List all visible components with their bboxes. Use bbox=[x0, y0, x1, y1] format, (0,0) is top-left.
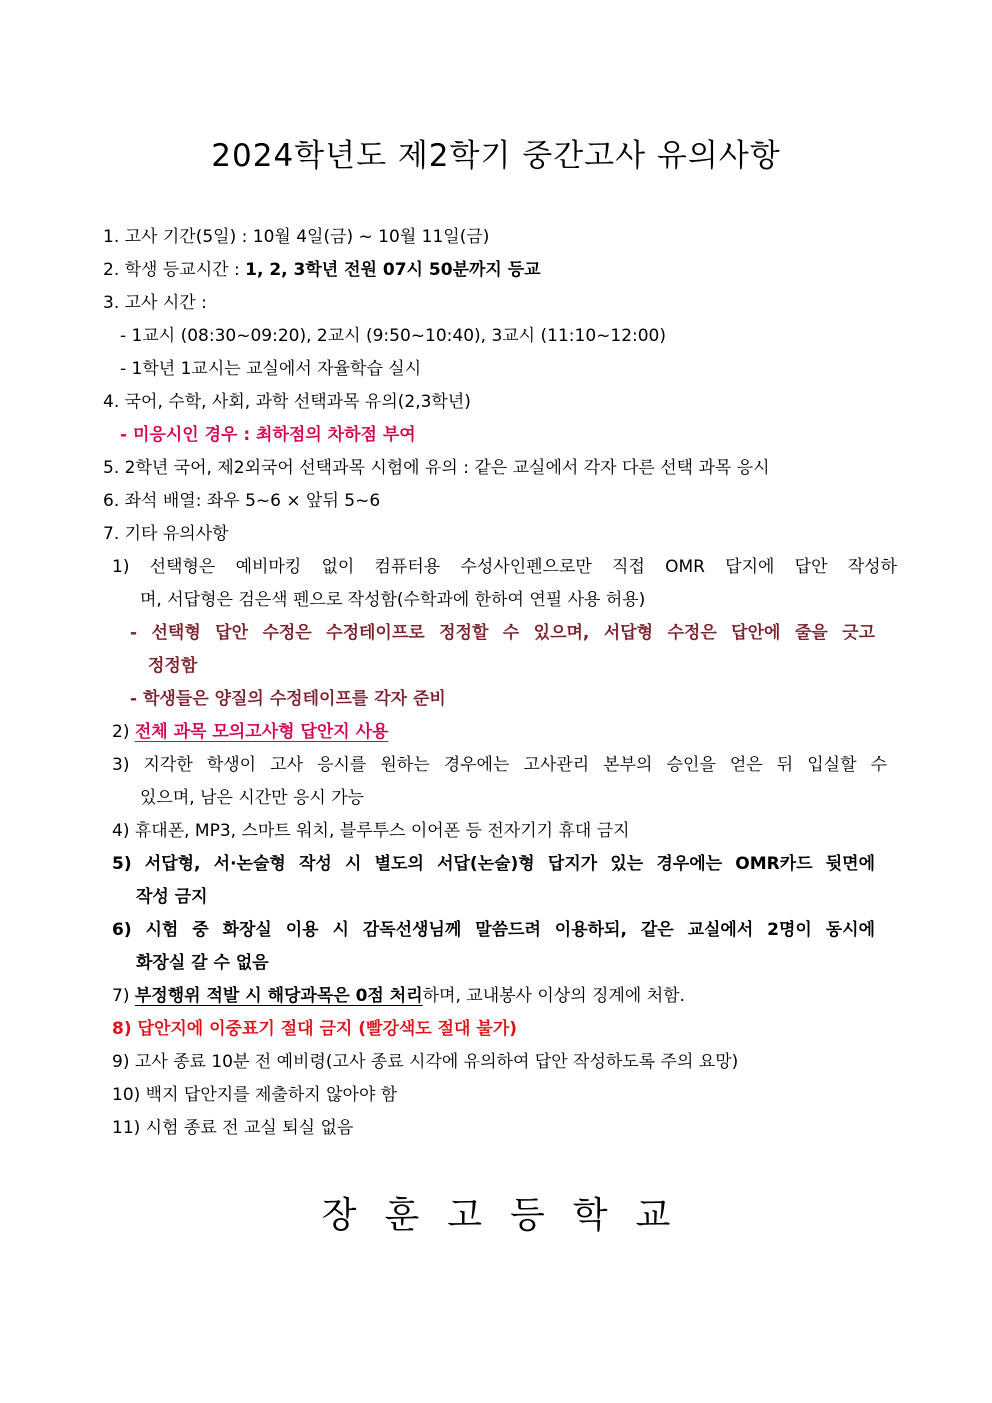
note-7-emphasis: 부정행위 적발 시 해당과목은 0점 처리 bbox=[134, 986, 423, 1006]
item-other-notes: 7. 기타 유의사항 bbox=[103, 524, 229, 544]
note-11: 11) 시험 종료 전 교실 퇴실 없음 bbox=[112, 1118, 354, 1138]
note-7-rest: 하며, 교내봉사 이상의 징계에 처함. bbox=[422, 986, 685, 1006]
item-exam-hours-first-grade: - 1학년 1교시는 교실에서 자율학습 실시 bbox=[120, 359, 422, 379]
note-3-line-2: 있으며, 남은 시간만 응시 가능 bbox=[140, 788, 365, 808]
note-1b: - 학생들은 양질의 수정테이프를 각자 준비 bbox=[130, 689, 446, 709]
note-6-line-2: 화장실 갈 수 없음 bbox=[136, 953, 269, 973]
note-4: 4) 휴대폰, MP3, 스마트 워치, 블루투스 이어폰 등 전자기기 휴대 금지 bbox=[112, 821, 630, 841]
note-7-number: 7) bbox=[112, 986, 135, 1006]
item-exam-hours: 3. 고사 시간 : bbox=[103, 293, 207, 313]
note-2-number: 2) bbox=[112, 722, 135, 742]
item-exam-hours-periods: - 1교시 (08:30~09:20), 2교시 (9:50~10:40), 3교시 (11:10~12:00) bbox=[120, 326, 667, 346]
note-7 bbox=[112, 984, 685, 1008]
item-elective-absence-note: - 미응시인 경우 : 최하점의 차하점 부여 bbox=[120, 425, 416, 445]
page-title: 2024학년도 제2학기 중간고사 유의사항 bbox=[211, 138, 781, 174]
item-arrival-time-label: 2. 학생 등교시간 : bbox=[103, 260, 246, 280]
note-1-line-2: 며, 서답형은 검은색 펜으로 작성함(수학과에 한하여 연필 사용 허용) bbox=[140, 590, 646, 610]
note-2-text: 전체 과목 모의고사형 답안지 사용 bbox=[134, 722, 389, 742]
note-6-line-1: 6) 시험 중 화장실 이용 시 감독선생님께 말씀드려 이용하되, 같은 교실에서 2명이 동시에 bbox=[112, 920, 875, 940]
note-10: 10) 백지 답안지를 제출하지 않아야 함 bbox=[112, 1085, 398, 1105]
note-8: 8) 답안지에 이중표기 절대 금지 (빨강색도 절대 불가) bbox=[112, 1019, 518, 1039]
note-5-line-2: 작성 금지 bbox=[136, 887, 208, 907]
item-seat-arrangement: 6. 좌석 배열: 좌우 5~6 × 앞뒤 5~6 bbox=[103, 491, 381, 511]
item-elective-subjects: 4. 국어, 수학, 사회, 과학 선택과목 유의(2,3학년) bbox=[103, 392, 471, 412]
item-arrival-time-value: 1, 2, 3학년 전원 07시 50분까지 등교 bbox=[245, 260, 541, 280]
note-1a-line-2: 정정함 bbox=[148, 656, 198, 676]
note-1a-line-1: - 선택형 답안 수정은 수정테이프로 정정할 수 있으며, 서답형 수정은 답안에 줄을 긋고 bbox=[130, 623, 875, 643]
item-second-grade-electives: 5. 2학년 국어, 제2외국어 선택과목 시험에 유의 : 같은 교실에서 각자 다른 선택 과목 응시 bbox=[103, 458, 770, 478]
note-5-line-1: 5) 서답형, 서·논술형 작성 시 별도의 서답(논술)형 답지가 있는 경우에는 OMR카드 뒷면에 bbox=[112, 854, 875, 874]
note-3-line-1: 3) 지각한 학생이 고사 응시를 원하는 경우에는 고사관리 본부의 승인을 얻은 뒤 입실할 수 bbox=[112, 755, 887, 775]
item-arrival-time bbox=[103, 258, 541, 282]
note-1-line-1: 1) 선택형은 예비마킹 없이 컴퓨터용 수성사인펜으로만 직접 OMR 답지에 답안 작성하 bbox=[112, 557, 897, 577]
school-name: 장훈고등학교 bbox=[321, 1195, 699, 1236]
note-2 bbox=[112, 720, 388, 744]
item-exam-period: 1. 고사 기간(5일) : 10월 4일(금) ~ 10월 11일(금) bbox=[103, 227, 490, 247]
note-9: 9) 고사 종료 10분 전 예비령(고사 종료 시각에 유의하여 답안 작성하도록 주의 요망) bbox=[112, 1052, 739, 1072]
